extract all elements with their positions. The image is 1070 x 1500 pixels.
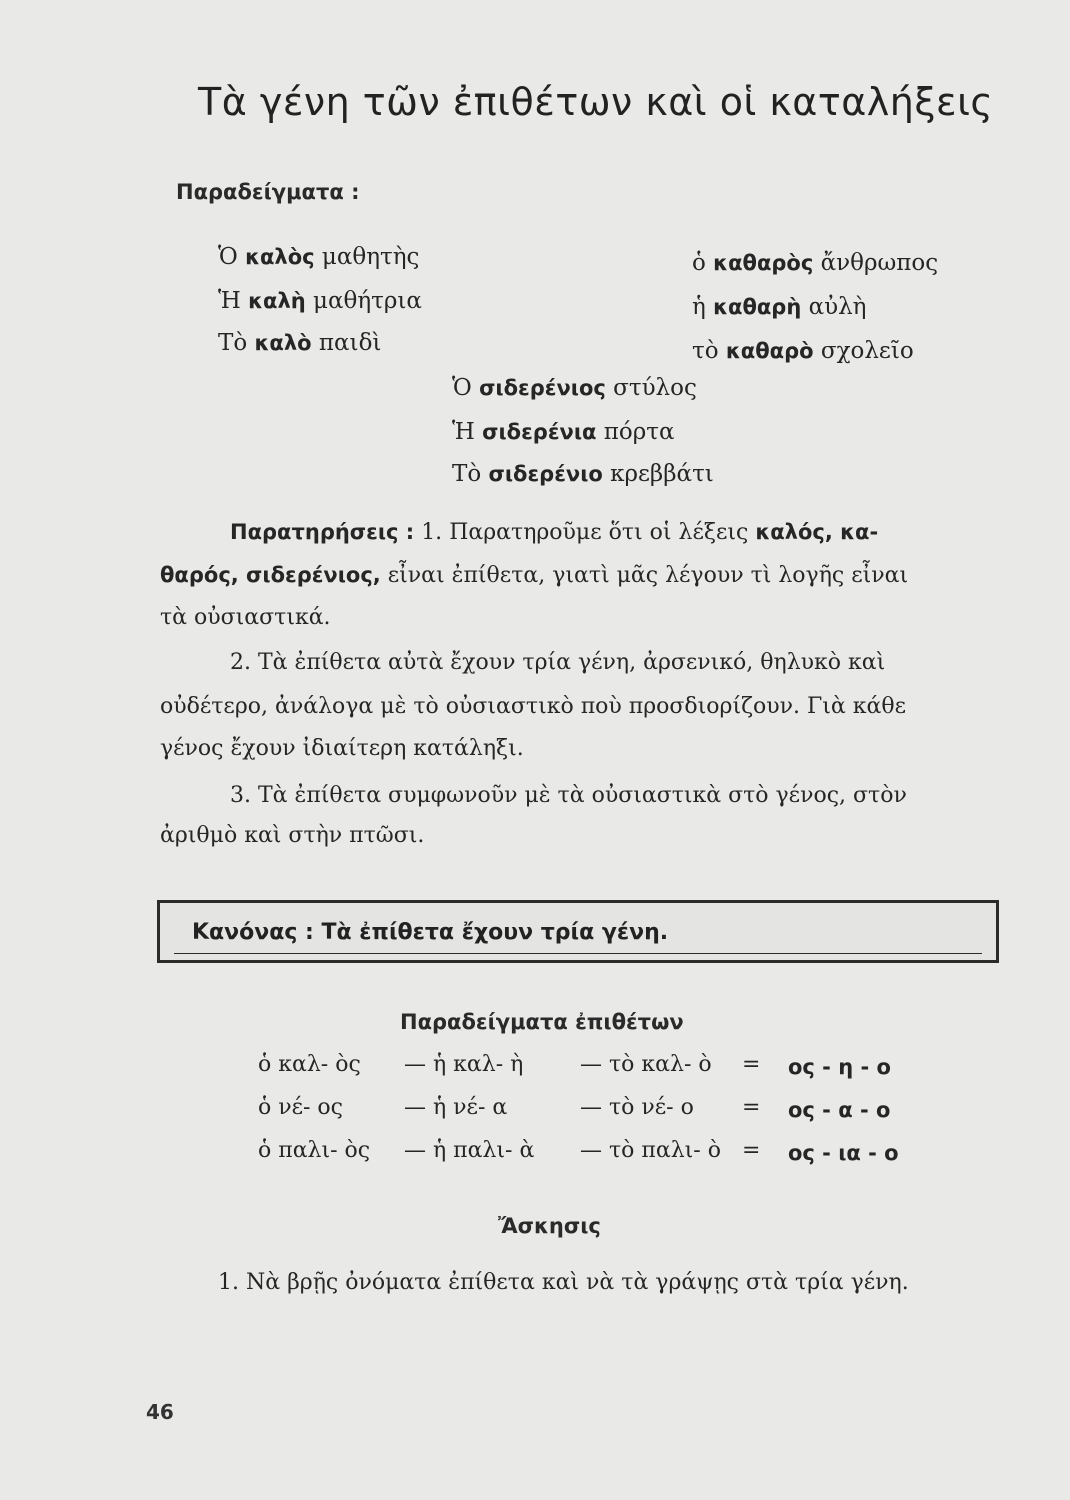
observation-1-line-3: τὰ οὐσιαστικά. — [160, 605, 331, 630]
example-right-3: τὸ καθαρὸ σχολεῖο — [692, 338, 914, 364]
observation-3-line-2: ἀριθμὸ καὶ στὴν πτῶσι. — [160, 823, 425, 848]
page-number: 46 — [146, 1400, 174, 1424]
example-right-2: ἡ καθαρὴ αὐλὴ — [692, 294, 867, 320]
adjective-row-neut-1: — τὸ καλ- ὸ — [580, 1052, 712, 1077]
adjective-row-masc-2: ὁ νέ- ος — [258, 1095, 344, 1120]
adjective-row-masc-3: ὁ παλι- ὸς — [258, 1138, 371, 1163]
exercise-heading: Ἄσκησις — [498, 1214, 601, 1238]
adjective-row-masc-1: ὁ καλ- ὸς — [258, 1052, 361, 1077]
adjective-row-neut-2: — τὸ νέ- ο — [580, 1095, 694, 1120]
example-center-1: Ὁ σιδερένιος στύλος — [452, 375, 697, 401]
adjective-examples-heading: Παραδείγματα ἐπιθέτων — [400, 1010, 684, 1034]
example-left-3: Τὸ καλὸ παιδὶ — [218, 330, 382, 356]
adjective-row-eq-1: = — [742, 1052, 761, 1077]
adjective-row-fem-3: — ἡ παλι- ὰ — [404, 1138, 535, 1163]
adjective-row-fem-1: — ἡ καλ- ὴ — [404, 1052, 524, 1077]
example-left-1: Ὁ καλὸς μαθητὴς — [218, 244, 420, 270]
adjective-row-ending-1: ος - η - ο — [788, 1055, 891, 1079]
adjective-row-ending-3: ος - ια - ο — [788, 1141, 899, 1165]
adjective-row-eq-3: = — [742, 1138, 761, 1163]
rule-text: Κανόνας : Τὰ ἐπίθετα ἔχουν τρία γένη. — [192, 920, 669, 945]
adjective-row-fem-2: — ἡ νέ- α — [404, 1095, 508, 1120]
exercise-item-1: 1. Νὰ βρῇς ὀνόματα ἐπίθετα καὶ νὰ τὰ γράψῃς στὰ τρία γένη. — [218, 1270, 909, 1295]
adjective-row-eq-2: = — [742, 1095, 761, 1120]
examples-heading: Παραδείγματα : — [176, 180, 360, 204]
observation-2-line-1: 2. Τὰ ἐπίθετα αὐτὰ ἔχουν τρία γένη, ἀρσενικό, θηλυκὸ καὶ — [230, 650, 886, 675]
example-right-1: ὁ καθαρὸς ἄνθρωπος — [692, 250, 939, 276]
observation-2-line-3: γένος ἔχουν ἰδιαίτερη κατάληξι. — [160, 736, 524, 761]
example-left-2: Ἡ καλὴ μαθήτρια — [218, 288, 422, 314]
adjective-row-ending-2: ος - α - ο — [788, 1098, 891, 1122]
example-center-3: Τὸ σιδερένιο κρεββάτι — [452, 461, 714, 487]
rule-box — [157, 900, 999, 963]
observation-2-line-2: οὐδέτερο, ἀνάλογα μὲ τὸ οὐσιαστικὸ ποὺ προσδιορίζουν. Γιὰ κάθε — [160, 694, 906, 719]
observation-1-line-1: Παρατηρήσεις : 1. Παρατηροῦμε ὅτι οἱ λέξεις καλός, κα- — [230, 520, 879, 545]
page-title: Τὰ γένη τῶν ἐπιθέτων καὶ οἱ καταλήξεις — [198, 80, 994, 124]
example-center-2: Ἡ σιδερένια πόρτα — [452, 419, 675, 445]
observation-1-line-2: θαρός, σιδερένιος, εἶναι ἐπίθετα, γιατὶ μᾶς λέγουν τὶ λογῆς εἶναι — [160, 563, 909, 588]
observation-3-line-1: 3. Τὰ ἐπίθετα συμφωνοῦν μὲ τὰ οὐσιαστικὰ στὸ γένος, στὸν — [230, 783, 907, 808]
adjective-row-neut-3: — τὸ παλι- ὸ — [580, 1138, 721, 1163]
